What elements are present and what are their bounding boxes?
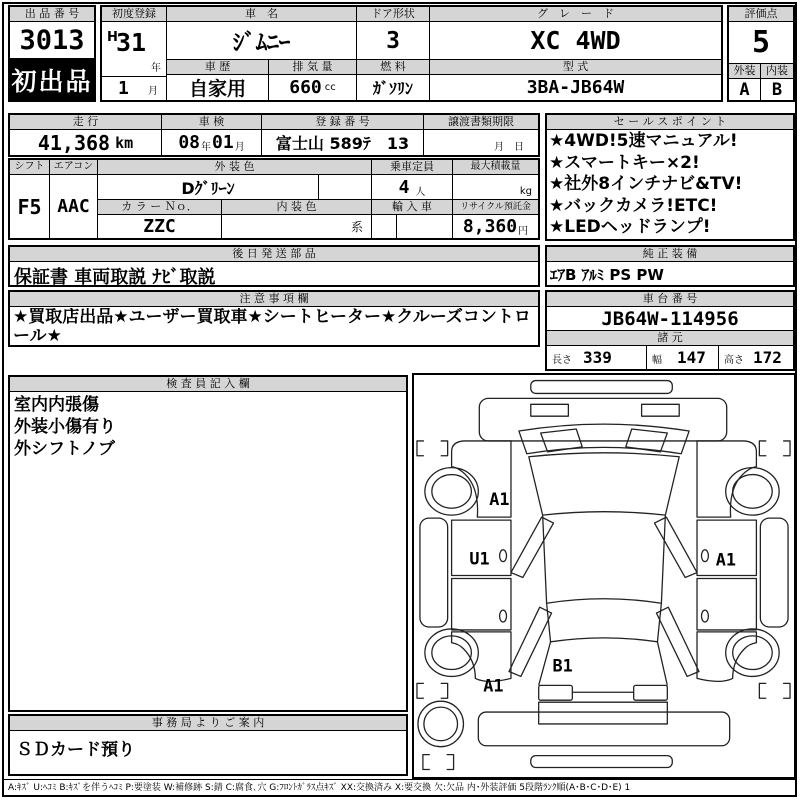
sales-points-label: セ ー ル ス ポ イ ン ト bbox=[547, 115, 793, 130]
damage-mark: U1 bbox=[469, 548, 490, 569]
mileage-table bbox=[8, 113, 540, 157]
score-label: 評価点 bbox=[729, 7, 793, 22]
specs-label: 諸 元 bbox=[547, 331, 793, 346]
capacity-value: 4 人 bbox=[372, 175, 453, 200]
exterior-color-value: Dｸﾞﾘｰﾝ bbox=[98, 175, 319, 200]
exterior-grade-value: A bbox=[729, 79, 761, 100]
vehicle-diagram-section bbox=[412, 373, 796, 779]
aircon-label: エアコン bbox=[50, 160, 98, 175]
mileage-label: 走 行 bbox=[10, 115, 162, 130]
transfer-deadline-label: 譲渡書類期限 bbox=[424, 115, 538, 130]
capacity-label: 乗車定員 bbox=[372, 160, 453, 175]
inspector-note: 外シフトノブ bbox=[14, 439, 115, 459]
lot-number-section bbox=[8, 5, 96, 102]
damage-mark: B1 bbox=[552, 655, 573, 676]
fuel-value: ｶﾞｿﾘﾝ bbox=[357, 75, 430, 100]
history-value: 自家用 bbox=[167, 75, 269, 100]
genuine-equipment-section bbox=[545, 245, 795, 287]
registration-no-value: 富士山 589ﾃ 13 bbox=[262, 130, 424, 155]
transfer-deadline-value: 月 日 bbox=[494, 142, 524, 153]
genuine-equipment-label: 純 正 装 備 bbox=[547, 247, 793, 262]
sales-point: ★バックカメラ!ETC! bbox=[549, 195, 718, 216]
interior-color-label: 内 装 色 bbox=[222, 200, 372, 215]
damage-mark: A1 bbox=[489, 489, 510, 510]
sales-point: ★4WD!5速マニュアル! bbox=[549, 131, 738, 151]
spec-height: 高さ 172 bbox=[724, 348, 782, 367]
inspection-label: 車 検 bbox=[162, 115, 262, 130]
shift-value: F5 bbox=[10, 175, 50, 238]
shift-color-table bbox=[8, 158, 540, 240]
imported-value bbox=[372, 215, 453, 238]
color-no-value: ZZC bbox=[98, 215, 222, 238]
office-notice-label: 事 務 局 よ り ご 案 内 bbox=[10, 716, 406, 731]
spec-length: 長さ 339 bbox=[547, 346, 647, 369]
spec-width: 幅 147 bbox=[647, 346, 719, 369]
caution-label: 注 意 事 項 欄 bbox=[10, 292, 538, 307]
mileage-value: 41,368 km bbox=[10, 130, 162, 155]
aircon-value: AAC bbox=[50, 175, 98, 238]
sales-point: ★スマートキー×2! bbox=[549, 152, 700, 173]
inspector-notes-list bbox=[14, 394, 116, 460]
first-registration-month: 1 月 bbox=[102, 77, 167, 100]
car-name-label: 車 名 bbox=[167, 7, 357, 22]
first-registration-year: H 31 年 bbox=[102, 22, 167, 77]
displacement-value: 660 cc bbox=[269, 75, 357, 100]
lot-number-value: 3013 bbox=[19, 24, 85, 56]
sales-points-list bbox=[549, 131, 742, 239]
interior-grade-label: 内装 bbox=[761, 64, 793, 79]
grade-label: グ レ ー ド bbox=[430, 7, 721, 22]
first-registration-label: 初度登録 bbox=[102, 7, 167, 22]
max-load-value: kg bbox=[453, 175, 538, 200]
exterior-color-extra-cell bbox=[319, 175, 372, 200]
recycle-deposit-label: リサイクル預託金 bbox=[453, 200, 538, 215]
genuine-equipment-value: ｴｱB ｱﾙﾐ PS PW bbox=[550, 266, 664, 284]
later-parts-section bbox=[8, 245, 540, 287]
vehicle-header-table bbox=[100, 5, 723, 102]
office-notice-section bbox=[8, 714, 408, 776]
inspector-note: 外装小傷有り bbox=[14, 417, 116, 437]
sales-points-section bbox=[545, 113, 795, 241]
max-load-label: 最大積載量 bbox=[453, 160, 538, 175]
exterior-grade-label: 外装 bbox=[729, 64, 761, 79]
recycle-deposit-value: 8,360 円 bbox=[462, 216, 529, 237]
sales-point: ★社外8インチナビ&TV! bbox=[549, 174, 743, 194]
chassis-specs-section bbox=[545, 290, 795, 371]
grade-value: XC 4WD bbox=[430, 22, 721, 60]
first-listing-badge: 初出品 bbox=[8, 58, 96, 102]
score-section bbox=[727, 5, 795, 102]
exterior-color-label: 外 装 色 bbox=[98, 160, 372, 175]
doors-label: ドア形状 bbox=[357, 7, 430, 22]
office-notice-value: ＳＤカード預り bbox=[16, 740, 135, 759]
chassis-no-value: JB64W-114956 bbox=[547, 307, 793, 331]
inspection-value: 08 年 01 月 bbox=[162, 130, 262, 155]
caution-section bbox=[8, 290, 540, 347]
model-code-value: 3BA-JB64W bbox=[526, 77, 625, 98]
shift-label: シフト bbox=[10, 160, 50, 175]
damage-mark: A1 bbox=[483, 675, 504, 696]
doors-value: 3 bbox=[357, 22, 430, 60]
chassis-no-label: 車 台 番 号 bbox=[547, 292, 793, 307]
history-label: 車 歴 bbox=[167, 60, 269, 75]
car-name-value: ｼﾞﾑﾆｰ bbox=[167, 22, 357, 60]
displacement-label: 排 気 量 bbox=[269, 60, 357, 75]
interior-color-value: 系 bbox=[222, 215, 372, 238]
caution-value: ★買取店出品★ユーザー買取車★シートヒーター★クルーズコントロール★ bbox=[13, 308, 531, 346]
legend-line: A:ｷｽﾞ U:ﾍｺﾐ B:ｷｽﾞを伴うﾍｺﾐ P:要塗装 W:補修跡 S:錆 C:腐食､穴 G:ﾌﾛﾝﾄｶﾞﾗｽ点ｷｽﾞ XX:交換済み X:要交換 欠:欠品 内･外装評価 5段階ﾗﾝｸ順(A･B･C･D･E) 1 bbox=[4, 779, 796, 796]
score-value: 5 bbox=[729, 22, 793, 64]
later-parts-label: 後 日 発 送 部 品 bbox=[10, 247, 538, 262]
sales-point: ★LEDヘッドランプ! bbox=[549, 217, 711, 237]
later-parts-value: 保証書 車両取説 ﾅﾋﾞ取説 bbox=[14, 267, 216, 286]
interior-grade-value: B bbox=[771, 79, 783, 100]
vehicle-diagram bbox=[414, 375, 794, 777]
model-code-label: 型 式 bbox=[430, 60, 721, 75]
inspector-notes-label: 検 査 員 記 入 欄 bbox=[10, 377, 406, 392]
damage-mark: A1 bbox=[715, 549, 737, 570]
imported-label: 輸 入 車 bbox=[372, 200, 453, 215]
inspector-notes-section bbox=[8, 375, 408, 712]
fuel-label: 燃 料 bbox=[357, 60, 430, 75]
registration-no-label: 登 録 番 号 bbox=[262, 115, 424, 130]
lot-number-label: 出 品 番 号 bbox=[10, 7, 94, 22]
inspector-note: 室内内張傷 bbox=[14, 395, 99, 415]
color-no-label: カ ラ ー Ｎｏ． bbox=[98, 200, 222, 215]
